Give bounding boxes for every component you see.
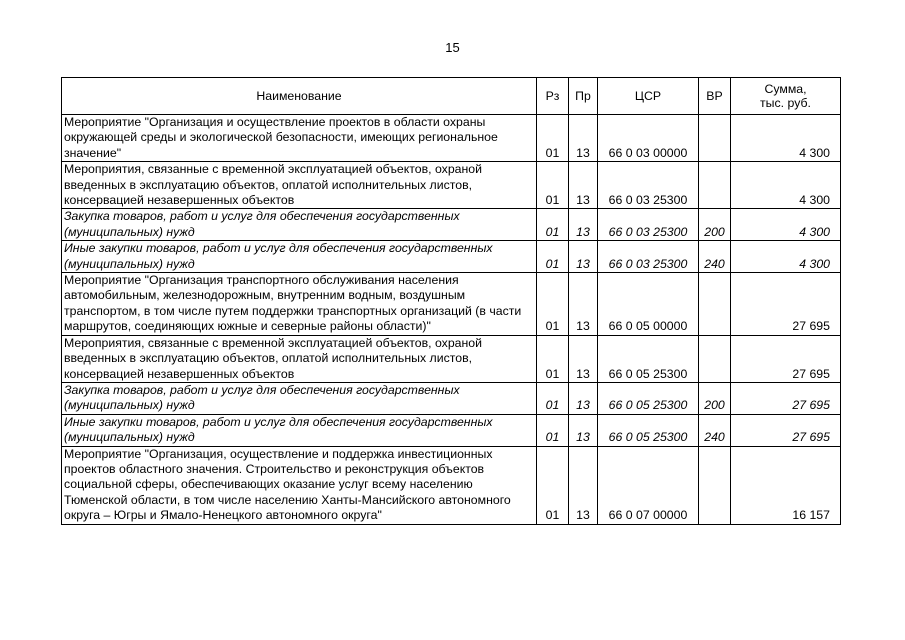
row-name: Мероприятия, связанные с временной эксплуатацией объектов, охраной введенных в эксплуатацию объектов, оплатой исполнительных листов, консервацией незавершенных объектов — [62, 335, 537, 382]
row-name: Мероприятие "Организация транспортного обслуживания населения автомобильным, железнодорожным, внутренним водным, воздушным транспортом, в том числе путем поддержки транспортных организаций (в части маршрутов, соединяющих южные и северные районы области)" — [62, 273, 537, 336]
row-pr: 13 — [569, 446, 598, 524]
row-rz: 01 — [537, 335, 569, 382]
row-vr: 240 — [699, 241, 731, 273]
row-vr: 200 — [699, 382, 731, 414]
table-row — [62, 414, 841, 446]
row-rz: 01 — [537, 414, 569, 446]
row-vr: 200 — [699, 209, 731, 241]
row-sum: 4 300 — [731, 241, 841, 273]
row-name: Мероприятия, связанные с временной эксплуатацией объектов, охраной введенных в эксплуатацию объектов, оплатой исполнительных листов, консервацией незавершенных объектов — [62, 162, 537, 209]
row-csr: 66 0 05 00000 — [598, 273, 699, 336]
row-csr: 66 0 03 25300 — [598, 241, 699, 273]
header-sum — [731, 78, 841, 115]
header-pr: Пр — [569, 78, 598, 115]
budget-table — [61, 77, 841, 525]
row-pr: 13 — [569, 209, 598, 241]
row-sum: 4 300 — [731, 115, 841, 162]
table-row — [62, 446, 841, 524]
header-vr: ВР — [699, 78, 731, 115]
row-csr: 66 0 03 00000 — [598, 115, 699, 162]
row-pr: 13 — [569, 241, 598, 273]
row-sum: 4 300 — [731, 162, 841, 209]
row-rz: 01 — [537, 115, 569, 162]
row-name: Закупка товаров, работ и услуг для обеспечения государственных (муниципальных) нужд — [62, 209, 537, 241]
row-sum: 27 695 — [731, 273, 841, 336]
header-csr: ЦСР — [598, 78, 699, 115]
table-row — [62, 335, 841, 382]
row-pr: 13 — [569, 414, 598, 446]
table-row — [62, 241, 841, 273]
row-csr: 66 0 05 25300 — [598, 414, 699, 446]
row-vr — [699, 446, 731, 524]
row-csr: 66 0 07 00000 — [598, 446, 699, 524]
row-rz: 01 — [537, 162, 569, 209]
table-row — [62, 162, 841, 209]
table-row — [62, 209, 841, 241]
table-row — [62, 273, 841, 336]
header-sum-line2: тыс. руб. — [760, 96, 811, 110]
row-vr — [699, 273, 731, 336]
row-rz: 01 — [537, 273, 569, 336]
row-rz: 01 — [537, 241, 569, 273]
row-csr: 66 0 03 25300 — [598, 209, 699, 241]
row-csr: 66 0 05 25300 — [598, 335, 699, 382]
row-vr — [699, 162, 731, 209]
table-row — [62, 115, 841, 162]
row-rz: 01 — [537, 382, 569, 414]
row-pr: 13 — [569, 162, 598, 209]
row-sum: 27 695 — [731, 414, 841, 446]
row-name: Иные закупки товаров, работ и услуг для обеспечения государственных (муниципальных) нужд — [62, 414, 537, 446]
row-sum: 27 695 — [731, 382, 841, 414]
row-sum: 4 300 — [731, 209, 841, 241]
row-rz: 01 — [537, 209, 569, 241]
row-sum: 16 157 — [731, 446, 841, 524]
row-vr — [699, 115, 731, 162]
row-name: Закупка товаров, работ и услуг для обеспечения государственных (муниципальных) нужд — [62, 382, 537, 414]
row-pr: 13 — [569, 382, 598, 414]
header-name: Наименование — [62, 78, 537, 115]
header-rz: Рз — [537, 78, 569, 115]
row-csr: 66 0 05 25300 — [598, 382, 699, 414]
row-name: Мероприятие "Организация, осуществление и поддержка инвестиционных проектов областного значения. Строительство и реконструкция объектов социальной сферы, обеспечивающих оказание услуг всему населению Тюменской области, в том числе населению Ханты-Мансийского автономного округа – Югры и Ямало-Ненецкого автономного округа" — [62, 446, 537, 524]
row-pr: 13 — [569, 335, 598, 382]
row-name: Иные закупки товаров, работ и услуг для обеспечения государственных (муниципальных) нужд — [62, 241, 537, 273]
page-number: 15 — [445, 40, 460, 55]
row-csr: 66 0 03 25300 — [598, 162, 699, 209]
row-rz: 01 — [537, 446, 569, 524]
row-pr: 13 — [569, 273, 598, 336]
table-row — [62, 382, 841, 414]
table-header-row — [62, 78, 841, 115]
row-vr — [699, 335, 731, 382]
row-name: Мероприятие "Организация и осуществление проектов в области охраны окружающей среды и экологической безопасности, имеющих региональное значение" — [62, 115, 537, 162]
row-vr: 240 — [699, 414, 731, 446]
header-sum-line1: Сумма, — [764, 82, 807, 96]
row-sum: 27 695 — [731, 335, 841, 382]
row-pr: 13 — [569, 115, 598, 162]
